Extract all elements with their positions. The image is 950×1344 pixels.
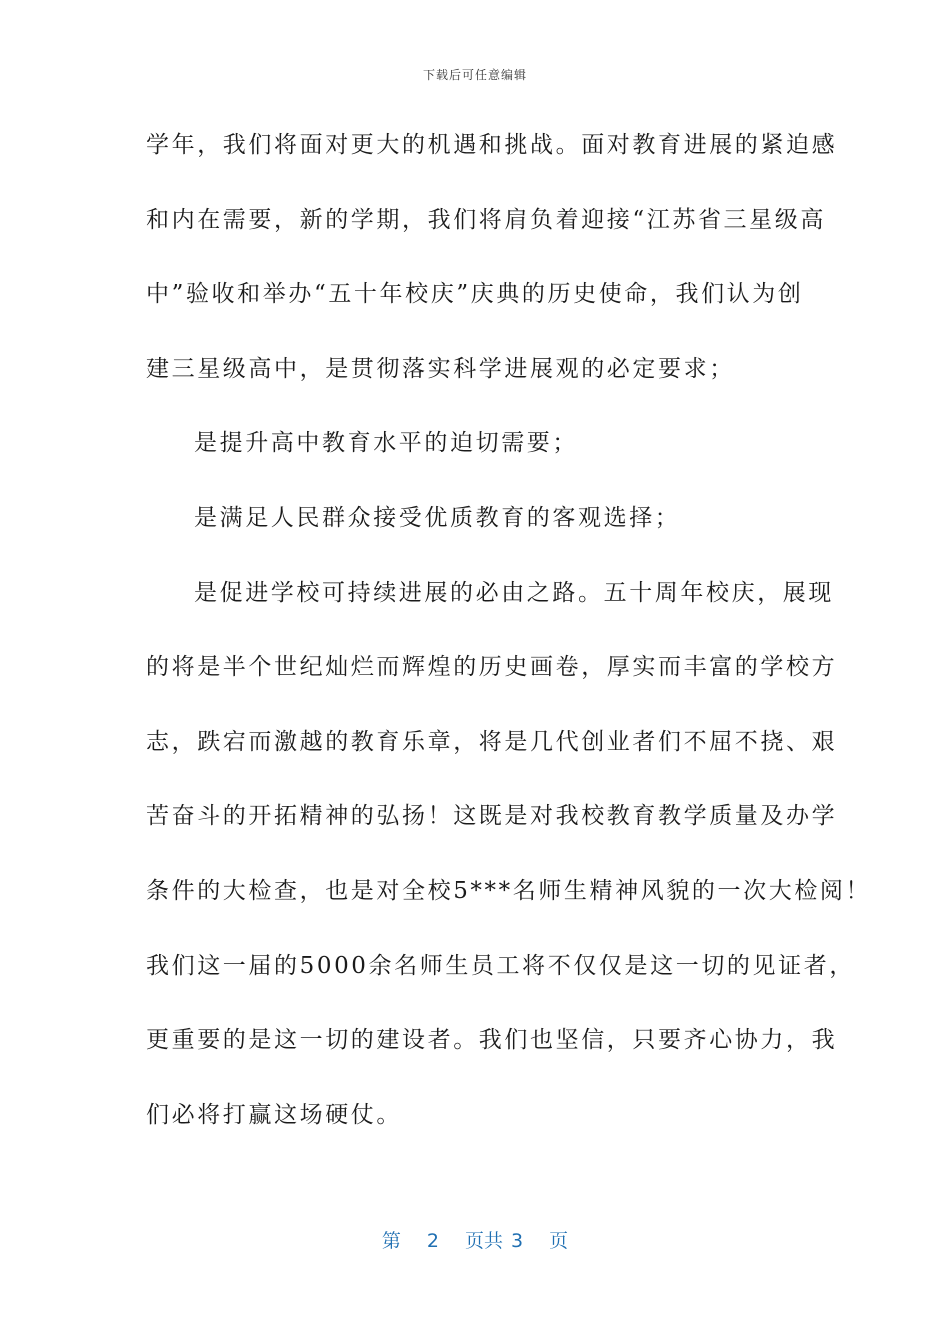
page-header: 下载后可任意编辑 [422,68,527,82]
document-body [146,116,872,1160]
text-line: 和内在需要，新的学期，我们将肩负着迎接“江苏省三星级高 [146,206,826,233]
text-line: 中”验收和举办“五十年校庆”庆典的历史使命，我们认为创 [146,281,804,308]
text-line: 条件的大检查，也是对全校5***名师生精神风貌的一次大检阅！ [146,877,872,904]
text-line: 苦奋斗的开拓精神的弘扬！这既是对我校教育教学质量及办学 [146,803,838,830]
text-line: 更重要的是这一切的建设者。我们也坚信，只要齐心协力，我 [146,1027,838,1054]
text-line: 学年，我们将面对更大的机遇和挑战。面对教育进展的紧迫感 [146,132,838,158]
current-page-number: 2 [426,1230,439,1252]
page-mid: 页共 [464,1230,503,1252]
text-line: 是提升高中教育水平的迫切需要； [194,430,578,457]
text-line: 是促进学校可持续进展的必由之路。五十周年校庆，展现 [194,579,834,606]
text-line: 是满足人民群众接受优质教育的客观选择； [194,504,681,531]
text-line: 建三星级高中，是贯彻落实科学进展观的必定要求； [146,355,735,382]
text-line: 们必将打赢这场硬仗。 [146,1101,402,1128]
page-footer [0,1226,950,1253]
page-prefix: 第 [381,1230,401,1252]
total-pages-number: 3 [511,1230,524,1252]
text-line: 我们这一届的5000余名师生员工将不仅仅是这一切的见证者， [146,952,855,979]
page-suffix: 页 [549,1230,569,1252]
text-line: 的将是半个世纪灿烂而辉煌的历史画卷，厚实而丰富的学校方 [146,654,838,681]
text-line: 志，跌宕而激越的教育乐章，将是几代创业者们不屈不挠、艰 [146,728,838,755]
